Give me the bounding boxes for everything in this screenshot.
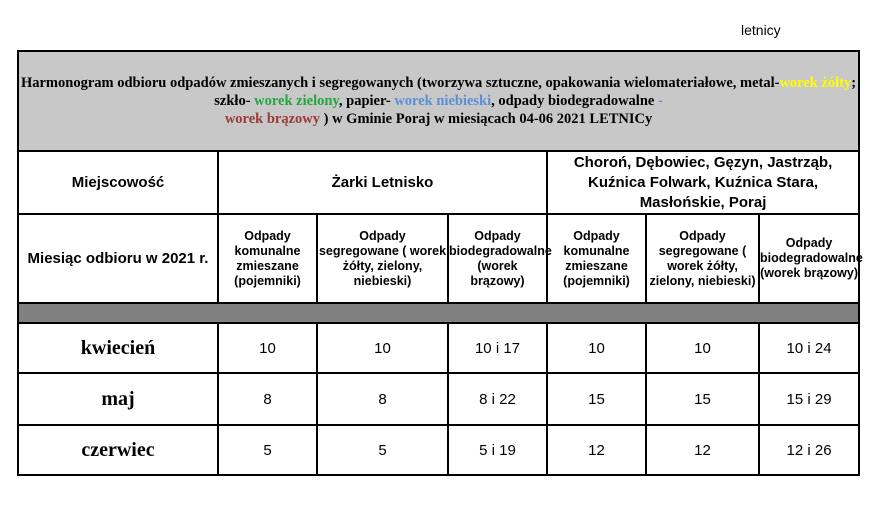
month-cell: czerwiec <box>18 425 218 475</box>
schedule-table <box>17 50 863 476</box>
value-cell: 5 i 19 <box>448 425 547 475</box>
group-zarki-header: Żarki Letnisko <box>218 151 547 214</box>
month-cell: kwiecień <box>18 323 218 373</box>
col-mixed-header: Odpady komunalne zmieszane (pojemniki) <box>218 214 317 303</box>
month-header: Miesiąc odbioru w 2021 r. <box>18 214 218 303</box>
value-cell: 10 i 17 <box>448 323 547 373</box>
col-segregated2-header: Odpady segregowane ( worek żółty, zielony, niebieski) <box>646 214 759 303</box>
col-mixed2-header: Odpady komunalne zmieszane (pojemniki) <box>547 214 646 303</box>
table-row <box>18 425 859 475</box>
title-text-1: Harmonogram odbioru odpadów zmieszanych i segregowanych (tworzywa sztuczne, opakowania wielomateriałowe, metal- <box>20 75 780 91</box>
value-cell: 15 <box>646 373 759 425</box>
value-cell: 8 <box>317 373 448 425</box>
corner-label: letnicy <box>741 22 781 38</box>
title-blue-bag: worek niebieski <box>390 93 492 109</box>
title-text-4: , odpady biodegradowalne <box>491 93 655 109</box>
value-cell: 15 <box>547 373 646 425</box>
value-cell: 12 <box>547 425 646 475</box>
title-dash: - <box>654 93 663 109</box>
value-cell: 5 <box>218 425 317 475</box>
title-yellow-bag: worek żółty <box>779 75 852 91</box>
col-bio2-header: Odpady biodegradowalne (worek brązowy) <box>759 214 859 303</box>
title-text-2: ; szkło- <box>214 75 857 109</box>
col-bio-header: Odpady biodegradowalne (worek brązowy) <box>448 214 547 303</box>
value-cell: 8 i 22 <box>448 373 547 425</box>
locality-header: Miejscowość <box>18 151 218 214</box>
title-brown-bag: worek brązowy <box>224 111 320 127</box>
value-cell: 10 i 24 <box>759 323 859 373</box>
value-cell: 5 <box>317 425 448 475</box>
value-cell: 10 <box>218 323 317 373</box>
title-text-5: ) w Gminie Poraj w miesiącach 04-06 2021 LETNICy <box>320 111 653 127</box>
schedule-title <box>18 51 859 151</box>
value-cell: 12 i 26 <box>759 425 859 475</box>
gray-separator <box>18 303 859 323</box>
value-cell: 15 i 29 <box>759 373 859 425</box>
value-cell: 10 <box>547 323 646 373</box>
value-cell: 12 <box>646 425 759 475</box>
value-cell: 10 <box>317 323 448 373</box>
table-row <box>18 373 859 425</box>
table-row <box>18 323 859 373</box>
title-green-bag: worek zielony <box>250 93 339 109</box>
group-poraj-header: Choroń, Dębowiec, Gęzyn, Jastrząb, Kuźnica Folwark, Kuźnica Stara, Masłońskie, Poraj <box>547 151 859 214</box>
title-text-3: , papier- <box>338 93 391 109</box>
month-cell: maj <box>18 373 218 425</box>
value-cell: 10 <box>646 323 759 373</box>
value-cell: 8 <box>218 373 317 425</box>
col-segregated-header: Odpady segregowane ( worek żółty, zielony, niebieski) <box>317 214 448 303</box>
